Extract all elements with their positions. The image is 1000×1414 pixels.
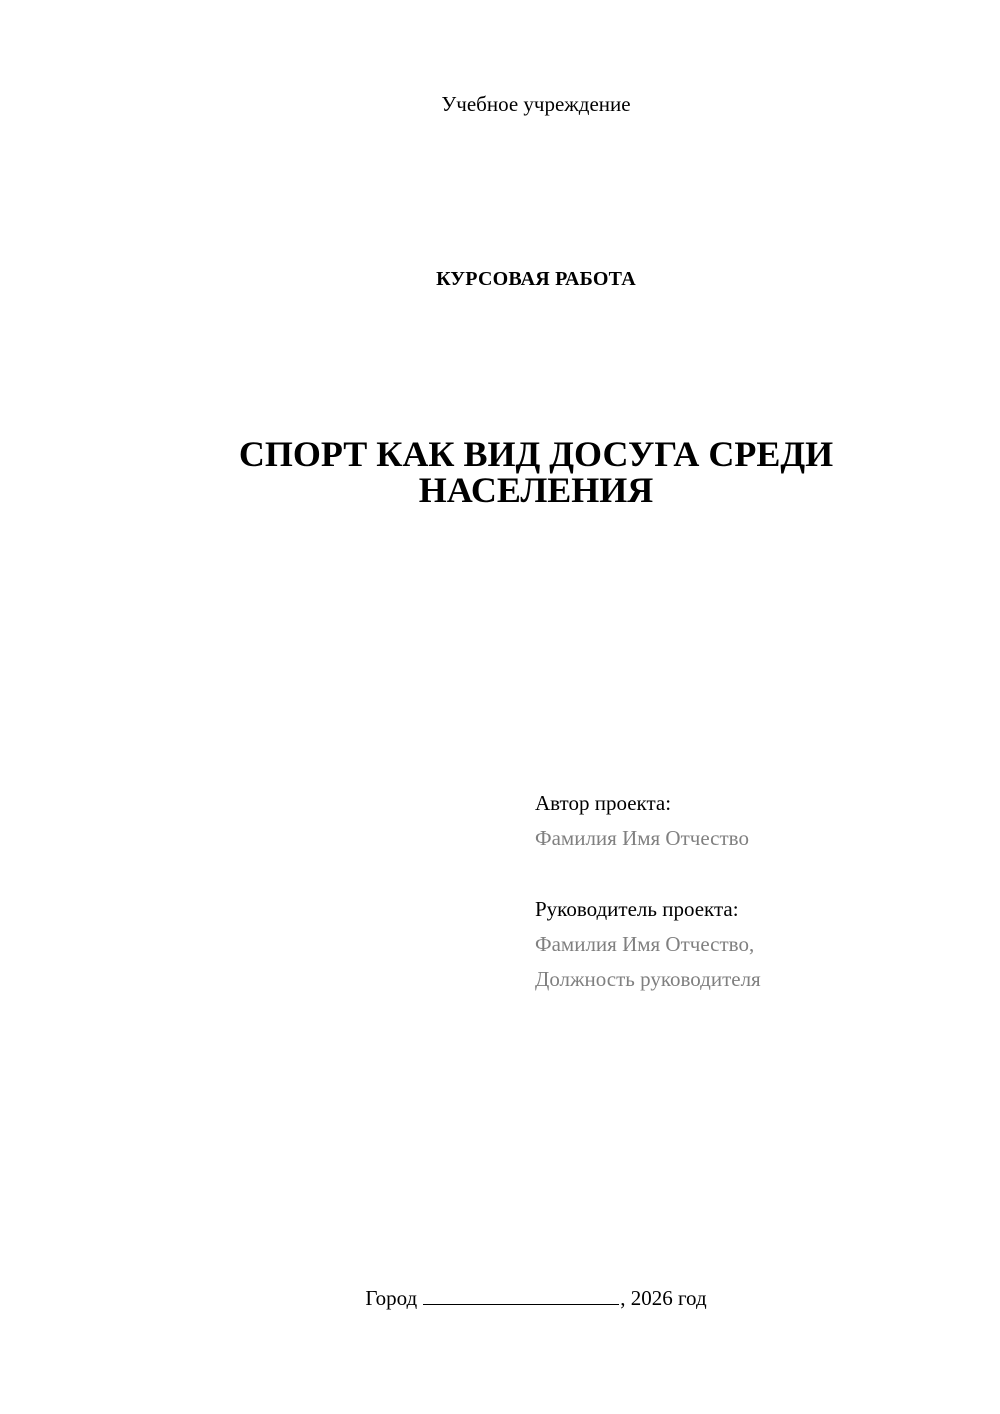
year-text: , 2026 год xyxy=(620,1286,707,1310)
city-year-line xyxy=(0,1286,1000,1311)
author-block xyxy=(535,786,985,856)
work-title-line-2: НАСЕЛЕНИЯ xyxy=(418,470,654,510)
institution-name: Учебное учреждение xyxy=(441,92,631,116)
author-label: Автор проекта: xyxy=(535,791,672,815)
work-type-heading: КУРСОВАЯ РАБОТА xyxy=(436,268,636,290)
work-title-line-1: СПОРТ КАК ВИД ДОСУГА СРЕДИ xyxy=(238,434,834,474)
city-blank-line xyxy=(423,1286,619,1305)
supervisor-position: Должность руководителя xyxy=(535,967,761,991)
supervisor-name: Фамилия Имя Отчество, xyxy=(535,932,755,956)
supervisor-label: Руководитель проекта: xyxy=(535,897,739,921)
supervisor-block xyxy=(535,892,985,997)
city-label: Город xyxy=(365,1286,418,1310)
author-name: Фамилия Имя Отчество xyxy=(535,826,749,850)
work-title xyxy=(150,436,922,508)
